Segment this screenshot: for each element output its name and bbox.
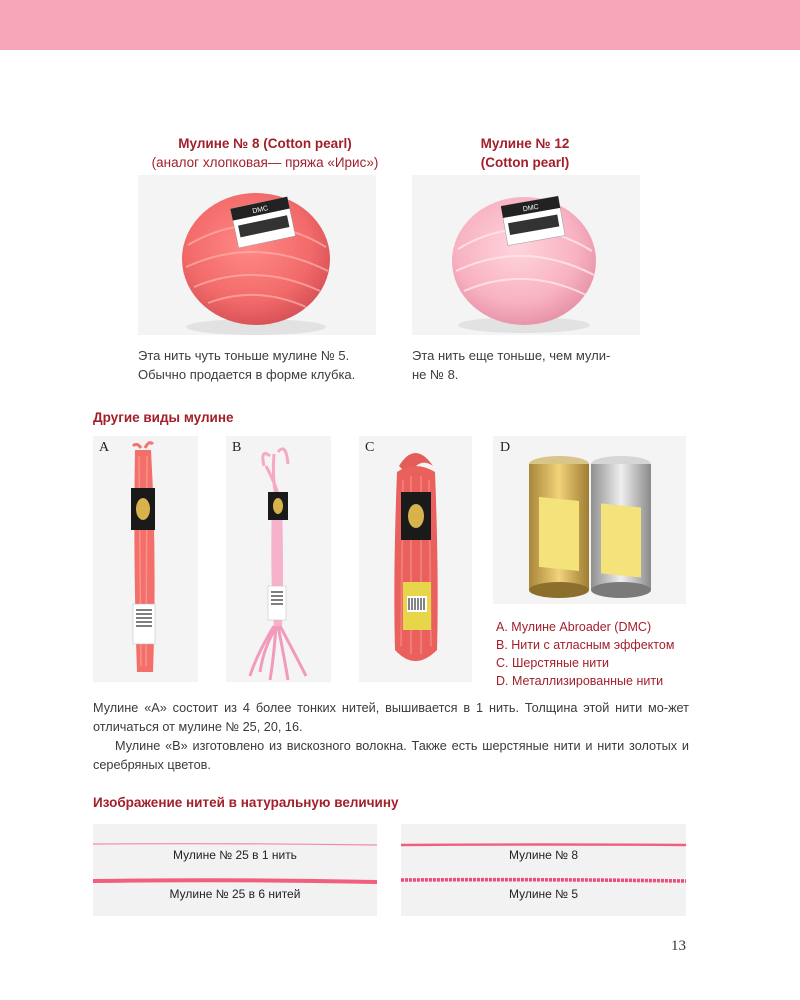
thread-8-label: Мулине № 8 [508,848,579,862]
cotton-pearl-8-caption-line1: Эта нить чуть тоньше мулине № 5. [138,348,350,363]
thread-d-letter: D [500,440,511,455]
page-number: 13 [671,938,686,954]
thread-b-photo [226,436,331,682]
cotton-pearl-12-photo [412,175,640,335]
thread-d-photo [493,436,686,604]
cotton-pearl-12-title [410,134,640,172]
cotton-pearl-12-caption [412,346,644,384]
thread-5-label: Мулине № 5 [508,887,579,901]
cotton-pearl-8-title [110,134,420,172]
cotton-pearl-8-photo [138,175,376,335]
thread-a-photo [93,436,198,682]
paragraph-thread-b: Мулине «В» изготовлено из вискозного волокна. Также есть шерстяные нити и нити золотых и серебряных цветов. [93,739,689,772]
svg-text:DMC: DMC [522,203,540,214]
paragraph-thread-a: Мулине «А» состоит из 4 более тонких нитей, вышивается в 1 нить. Толщина этой нити мо-жет отличаться от мулине № 25, 20, 16. [93,701,689,734]
cotton-pearl-8-subtitle: (аналог хлопковая— пряжа «Ирис») [151,155,379,170]
other-types-heading: Другие виды мулине [93,410,234,425]
legend-item-b: B. Нити с атласным эффектом [496,638,675,652]
cotton-pearl-12-caption-line1: Эта нить еще тоньше, чем мули- [412,348,611,363]
thread-b-letter: B [232,440,242,455]
thread-types-legend [496,618,674,690]
cotton-pearl-12-heading-2: (Cotton pearl) [480,155,570,170]
natural-size-right-panel [401,824,686,916]
natural-size-left-panel [93,824,377,916]
thread-25-6-label: Мулине № 25 в 6 нитей [169,887,301,901]
legend-item-c: C. Шерстяные нити [496,656,609,670]
header-band [0,0,800,50]
thread-25-1-label: Мулине № 25 в 1 нить [173,848,297,862]
cotton-pearl-8-caption-line2: Обычно продается в форме клубка. [138,367,356,382]
natural-size-heading: Изображение нитей в натуральную величину [93,795,399,810]
thread-c-letter: C [365,440,375,455]
thread-c-photo [359,436,472,682]
svg-text:DMC: DMC [251,205,269,216]
cotton-pearl-12-caption-line2: не № 8. [412,367,459,382]
cotton-pearl-12-heading: Мулине № 12 [480,136,570,151]
legend-item-d: D. Металлизированные нити [496,674,664,688]
cotton-pearl-8-heading: Мулине № 8 (Cotton pearl) [178,136,352,151]
cotton-pearl-8-caption [138,346,378,384]
legend-item-a: A. Мулине Abroader (DMC) [496,620,652,634]
thread-a-letter: A [99,440,110,455]
